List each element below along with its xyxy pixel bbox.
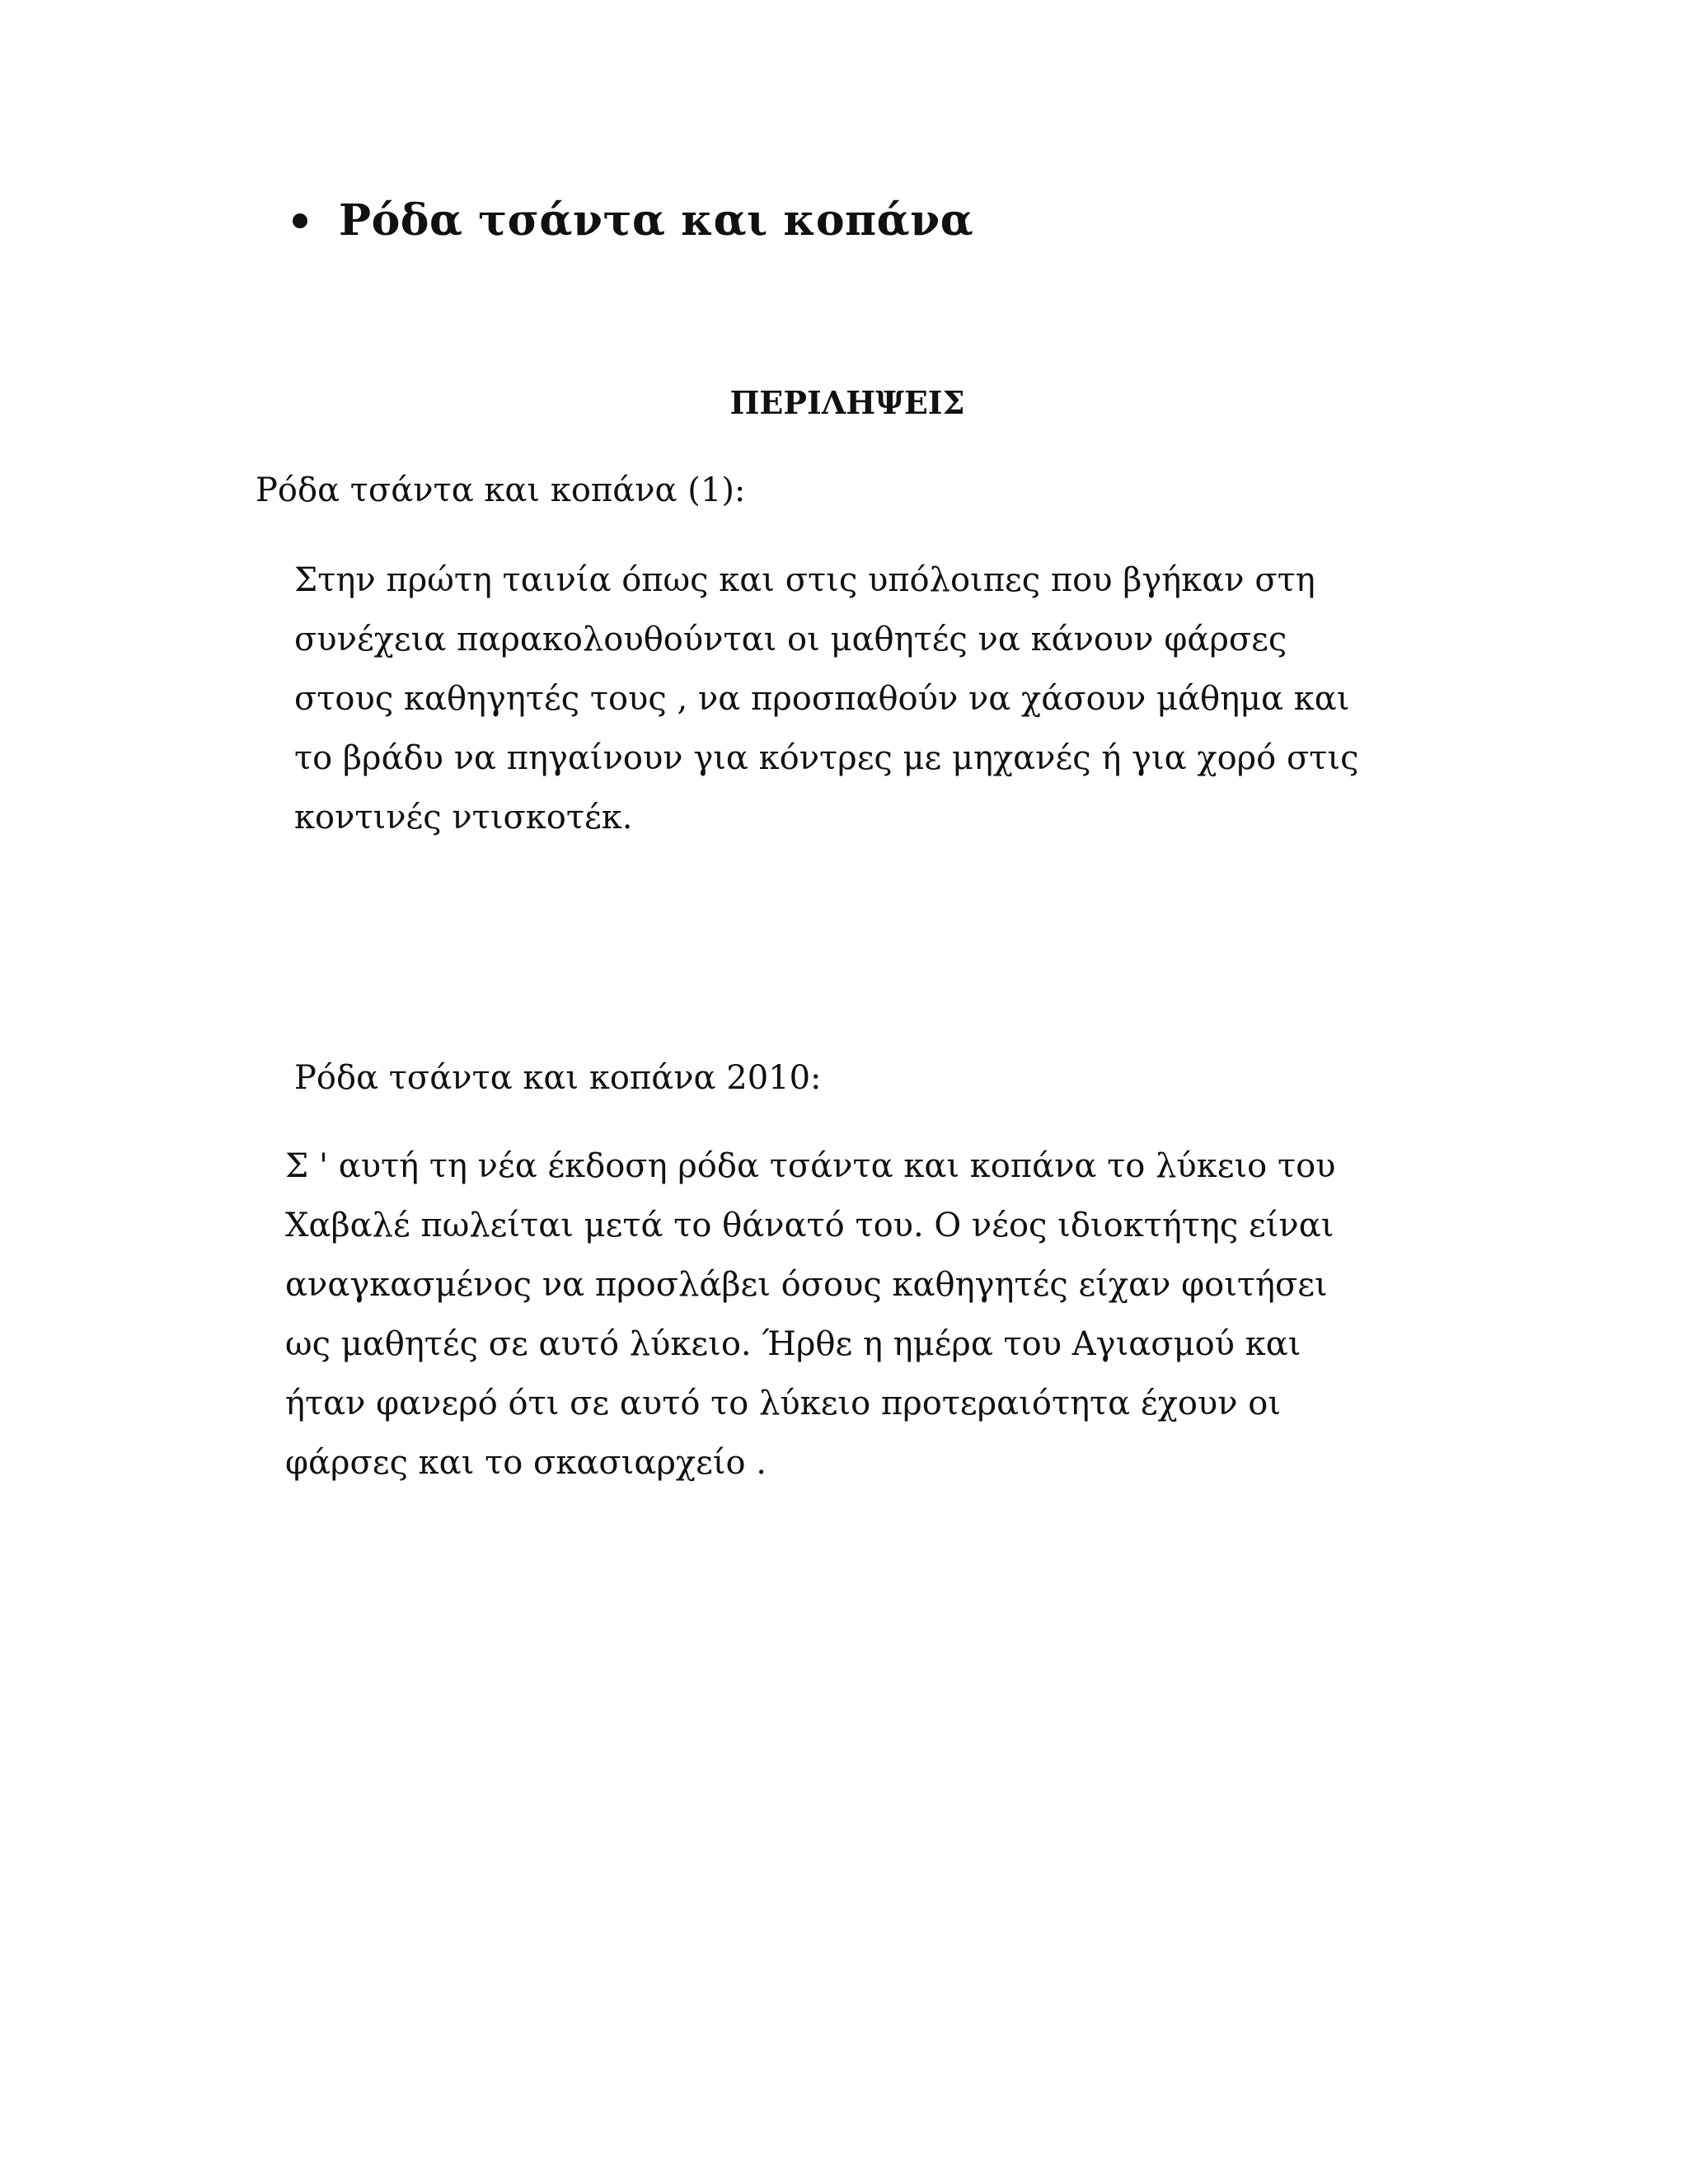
section-title: Ρόδα τσάντα και κοπάνα 2010: (294, 1059, 822, 1097)
section-paragraph (294, 551, 1489, 847)
paragraph-line: αναγκασμένος να προσλάβει όσους καθηγητές είχαν φοιτήσει (285, 1266, 1328, 1304)
paragraph-line: Σ ' αυτή τη νέα έκδοση ρόδα τσάντα και κοπάνα το λύκειο του (285, 1147, 1336, 1185)
paragraph-line: συνέχεια παρακολουθούνται οι μαθητές να κάνουν φάρσες (294, 621, 1287, 658)
paragraph-line: στους καθηγητές τους , να προσπαθούν να χάσουν μάθημα και (294, 680, 1350, 718)
bullet-list-item (293, 196, 973, 246)
bullet-icon (293, 213, 307, 228)
bullet-heading: Ρόδα τσάντα και κοπάνα (339, 195, 974, 246)
section-paragraph (285, 1137, 1480, 1493)
paragraph-line: ήταν φανερό ότι σε αυτό το λύκειο προτεραιότητα έχουν οι (285, 1385, 1282, 1422)
paragraph-line: Χαβαλέ πωλείται μετά το θάνατό του. Ο νέος ιδιοκτήτης είναι (285, 1207, 1334, 1244)
paragraph-line: Στην πρώτη ταινία όπως και στις υπόλοιπες που βγήκαν στη (294, 561, 1315, 599)
summaries-heading: ΠΕΡΙΛΗΨΕΙΣ (729, 384, 965, 421)
paragraph-line: κοντινές ντισκοτέκ. (294, 799, 633, 837)
section-title: Ρόδα τσάντα και κοπάνα (1): (256, 471, 746, 509)
paragraph-line: το βράδυ να πηγαίνουν για κόντρες με μηχανές ή για χορό στις (294, 739, 1359, 777)
paragraph-line: ως μαθητές σε αυτό λύκειο. Ήρθε η ημέρα του Αγιασμού και (285, 1325, 1301, 1363)
paragraph-line: φάρσες και το σκασιαρχείο . (285, 1444, 767, 1482)
